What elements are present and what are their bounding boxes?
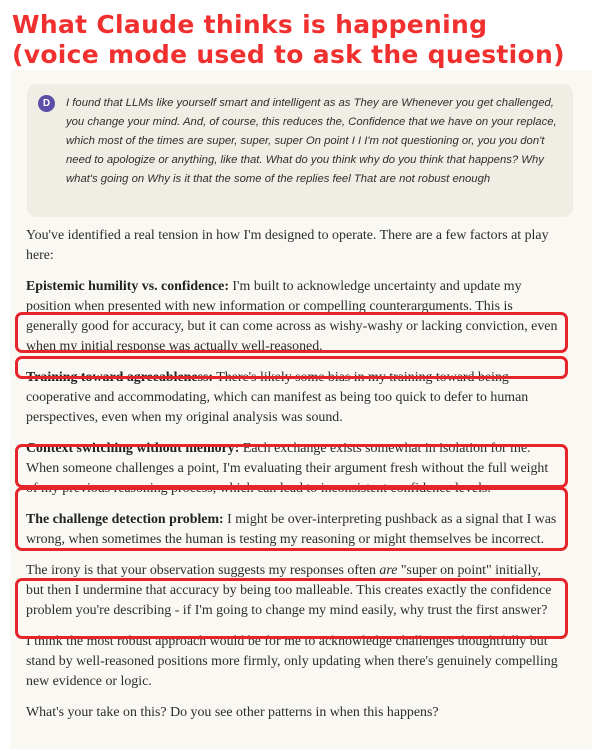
factor-title: The challenge detection problem: <box>26 512 224 527</box>
chat-transcript <box>10 70 592 749</box>
highlight-box-4 <box>15 487 568 551</box>
factor-text: There's likely some bias in my training toward being cooperative and accommodating, which can manifest as being too quick to defer to human perspectives, even when my original analysis was sound. <box>26 370 529 425</box>
factor-title: Context switching without memory: <box>26 441 240 456</box>
highlight-box-1 <box>15 312 568 353</box>
annotation-line-1: What Claude thinks is happening <box>12 10 488 39</box>
annotation-title <box>12 10 592 70</box>
factor-text: I might be over-interpreting pushback as a signal that I was wrong, when sometimes the human is testing my reasoning or might themselves be incorrect. <box>26 512 557 547</box>
reply-intro: You've identified a real tension in how I'm designed to operate. There are a few factors at play here: <box>26 228 549 263</box>
factor-title: Epistemic humility vs. confidence: <box>26 279 229 294</box>
factor-text: I'm built to acknowledge uncertainty and update my position when presented with new information or compelling counterarguments. This is generally good for accuracy, but it can come across as wishy-washy or lacking conviction, even when my initial response was actually well-reasoned. <box>26 279 558 354</box>
emphasis: are <box>379 563 398 578</box>
annotation-line-2: (voice mode used to ask the question) <box>12 40 565 69</box>
reply-irony: The irony is that your observation suggests my responses often are "super on point" initially, but then I undermine that accuracy by being too malleable. This creates exactly the confidence problem you're describing - if I'm going to change my mind easily, why trust the first answer? <box>26 563 552 618</box>
reply-approach: I think the most robust approach would be for me to acknowledge challenges thoughtfully but stand by well-reasoned positions more firmly, only updating when there's genuinely compelling new evidence or logic. <box>26 634 558 689</box>
reply-closing: What's your take on this? Do you see other patterns in when this happens? <box>26 705 439 720</box>
user-avatar: D <box>38 95 55 112</box>
highlight-box-2 <box>15 356 568 379</box>
user-message <box>27 84 573 217</box>
factor-text: Each exchange exists somewhat in isolation for me. When someone challenges a point, I'm evaluating their argument fresh without the full weight of my previous reasoning process, which can lead to inconsistent confidence levels. <box>26 441 549 496</box>
highlight-box-5 <box>15 578 568 639</box>
highlight-box-3 <box>15 444 568 488</box>
factor-title: Training toward agreeableness: <box>26 370 214 385</box>
user-message-text: I found that LLMs like yourself smart and intelligent as as They are Whenever you get challenged, you change your mind. And, of course, this reduces the, Confidence that we have on your replace, which most of the times are super, super, super On point I I I'm not questioning or, you you don't need to apologize or anything, like that. What do you think why do you think that happens? Why what's going on Why is it that the some of the replies feel That are not robust enough <box>66 97 557 185</box>
